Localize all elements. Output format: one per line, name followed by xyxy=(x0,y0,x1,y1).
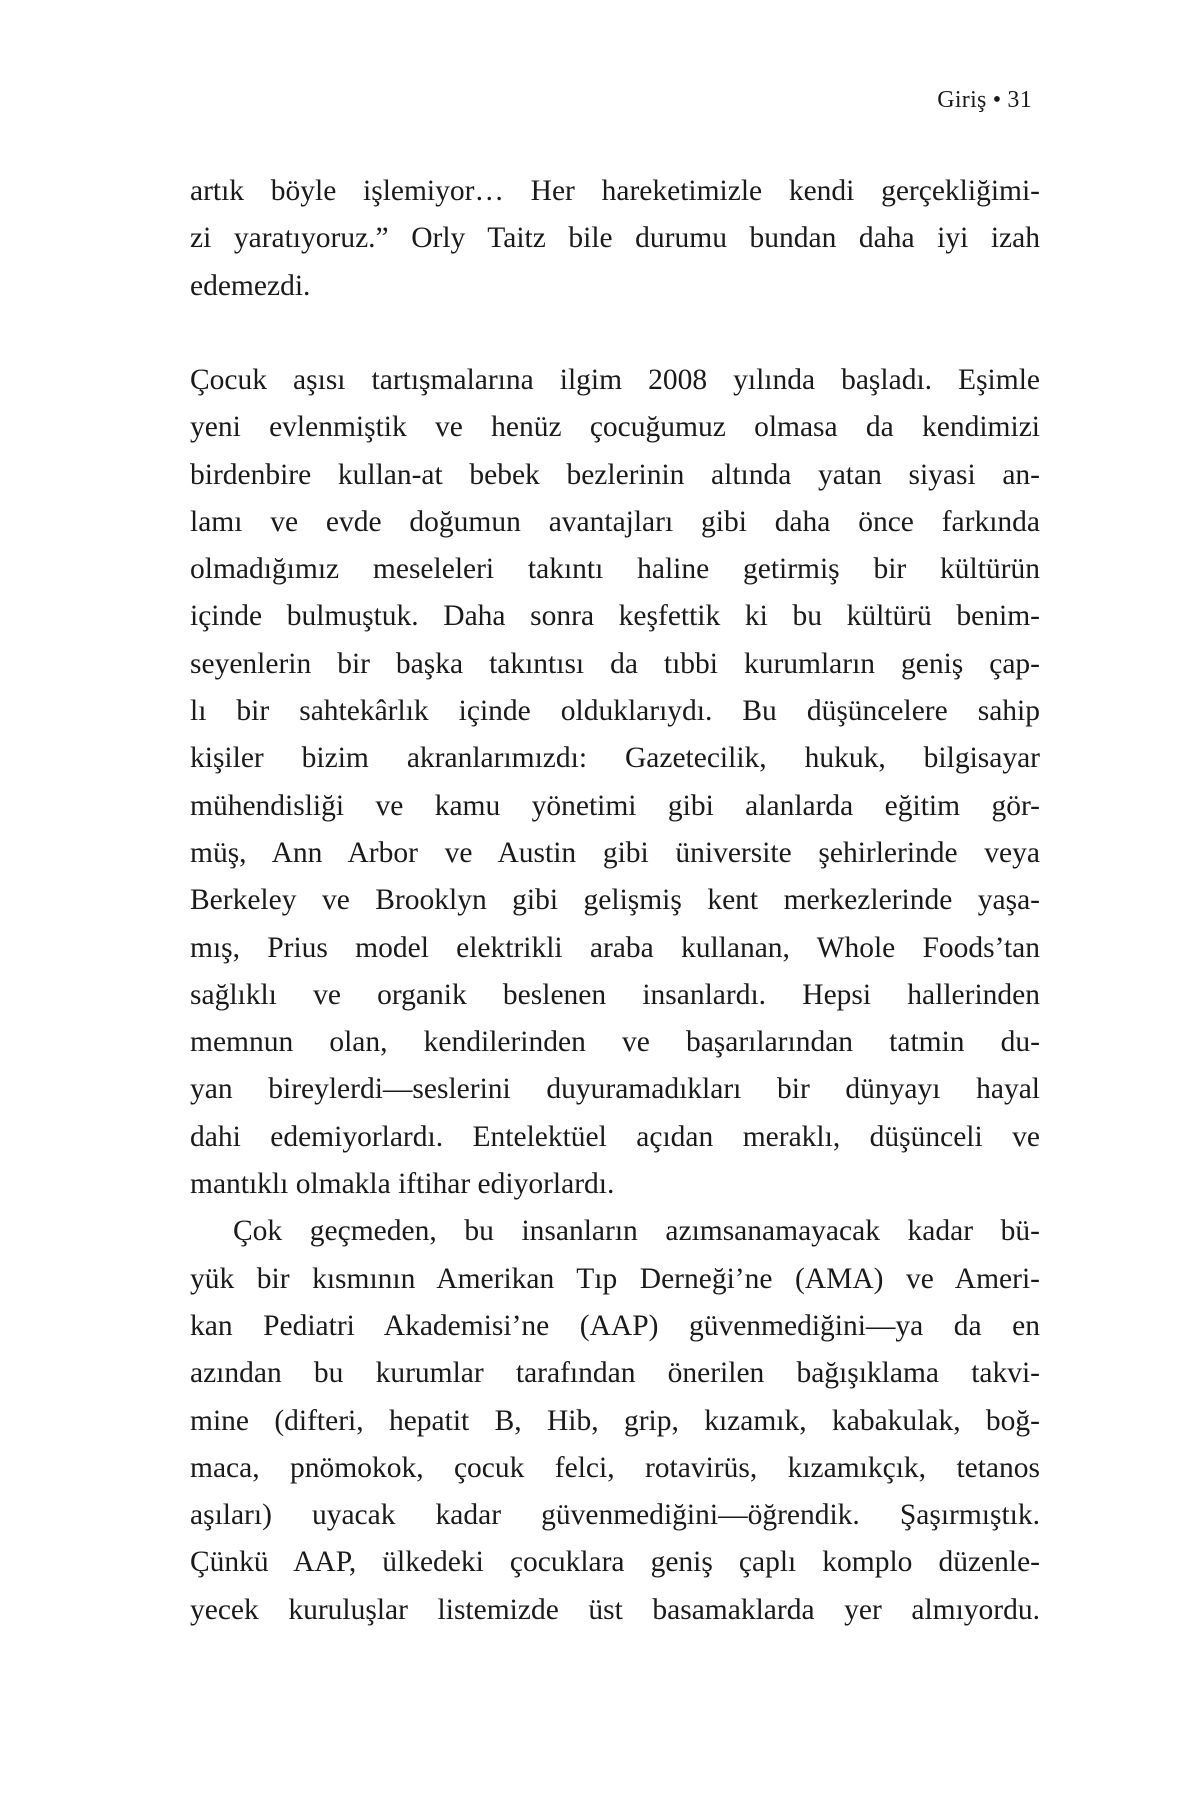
text-line: lamı ve evde doğumun avantajları gibi daha önce farkında xyxy=(190,505,1040,538)
text-line: olmadığımız meseleleri takıntı haline getirmiş bir kültürün xyxy=(190,553,1040,586)
text-line: memnun olan, kendilerinden ve başarılarından tatmin du- xyxy=(190,1026,1040,1059)
paragraph-continuation xyxy=(190,168,1040,310)
section-title: Giriş xyxy=(937,87,987,113)
text-line: Çok geçmeden, bu insanların azımsanamayacak kadar bü- xyxy=(233,1215,1040,1248)
text-line: içinde bulmuştuk. Daha sonra keşfettik ki bu kültürü benim- xyxy=(190,600,1040,633)
text-line: zi yaratıyoruz.” Orly Taitz bile durumu bundan daha iyi izah xyxy=(190,222,1040,255)
text-line: sağlıklı ve organik beslenen insanlardı. Hepsi hallerinden xyxy=(190,978,1040,1011)
text-line: mine (difteri, hepatit B, Hib, grip, kızamık, kabakulak, boğ- xyxy=(190,1404,1040,1437)
text-line: artık böyle işlemiyor… Her hareketimizle kendi gerçekliğimi- xyxy=(190,175,1040,207)
text-line: kişiler bizim akranlarımızdı: Gazetecilik, hukuk, bilgisayar xyxy=(190,742,1040,775)
text-line: birdenbire kullan-at bebek bezlerinin altında yatan siyasi an- xyxy=(190,458,1040,491)
main-text-block xyxy=(190,357,1040,1634)
text-line: aşıları) uyacak kadar güvenmediğini—öğrendik. Şaşırmıştık. xyxy=(190,1499,1040,1532)
paragraph-aap-distrust xyxy=(190,1208,1040,1634)
text-line: yan bireylerdi—seslerini duyuramadıkları bir dünyayı hayal xyxy=(190,1073,1040,1106)
text-line: kan Pediatri Akademisi’ne (AAP) güvenmediğini—ya da en xyxy=(190,1309,1040,1342)
text-line: Berkeley ve Brooklyn gibi gelişmiş kent merkezlerinde yaşa- xyxy=(190,884,1040,917)
text-line: maca, pnömokok, çocuk felci, rotavirüs, kızamıkçık, tetanos xyxy=(190,1451,1040,1484)
running-head xyxy=(937,84,1032,116)
text-line: azından bu kurumlar tarafından önerilen bağışıklama takvi- xyxy=(190,1357,1040,1390)
text-line: lı bir sahtekârlık içinde olduklarıydı. Bu düşüncelere sahip xyxy=(190,695,1040,728)
text-line: yük bir kısmının Amerikan Tıp Derneği’ne (AMA) ve Ameri- xyxy=(190,1262,1040,1295)
text-line: mühendisliği ve kamu yönetimi gibi alanlarda eğitim gör- xyxy=(190,789,1040,822)
text-line: edemezdi. xyxy=(190,269,311,302)
text-line: dahi edemiyorlardı. Entelektüel açıdan meraklı, düşünceli ve xyxy=(190,1120,1040,1153)
text-line: mış, Prius model elektrikli araba kullanan, Whole Foods’tan xyxy=(190,931,1040,964)
text-line: yecek kuruluşlar listemizde üst basamaklarda yer almıyordu. xyxy=(190,1593,1040,1626)
page-number: 31 xyxy=(1007,87,1032,113)
text-line: yeni evlenmiştik ve henüz çocuğumuz olmasa da kendimizi xyxy=(190,411,1040,444)
paragraph-vaccine-debate xyxy=(190,357,1040,1208)
text-line: müş, Ann Arbor ve Austin gibi üniversite şehirlerinde veya xyxy=(190,836,1040,869)
separator-bullet: • xyxy=(992,87,1002,113)
text-line: mantıklı olmakla iftihar ediyorlardı. xyxy=(190,1168,615,1201)
text-line: Çocuk aşısı tartışmalarına ilgim 2008 yılında başladı. Eşimle xyxy=(190,364,1040,396)
text-line: Çünkü AAP, ülkedeki çocuklara geniş çaplı komplo düzenle- xyxy=(190,1546,1040,1579)
text-line: seyenlerin bir başka takıntısı da tıbbi kurumların geniş çap- xyxy=(190,647,1040,680)
